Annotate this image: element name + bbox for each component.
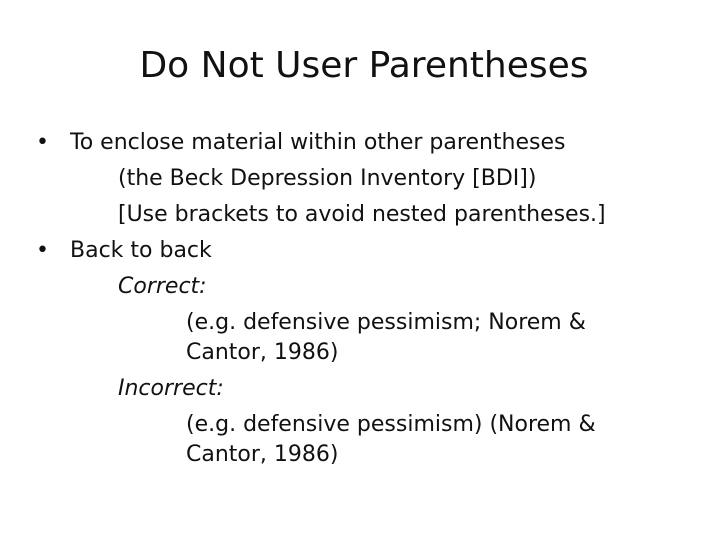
bullet-icon: • <box>36 238 49 263</box>
correct-example-line-1: (e.g. defensive pessimism; Norem & <box>186 310 586 335</box>
correct-label: Correct: <box>118 274 207 299</box>
incorrect-label: Incorrect: <box>118 376 224 401</box>
incorrect-example-line-1: (e.g. defensive pessimism) (Norem & <box>186 412 596 437</box>
sub-item-beck: (the Beck Depression Inventory [BDI]) <box>118 166 537 191</box>
slide-title: Do Not User Parentheses <box>139 45 589 86</box>
sub-item-brackets: [Use brackets to avoid nested parentheses.] <box>118 202 606 227</box>
bullet-item-back-to-back: Back to back <box>70 238 212 263</box>
correct-example-line-2: Cantor, 1986) <box>186 340 339 365</box>
bullet-item-enclose: To enclose material within other parentheses <box>70 130 566 155</box>
bullet-icon: • <box>36 130 49 155</box>
incorrect-example-line-2: Cantor, 1986) <box>186 442 339 467</box>
